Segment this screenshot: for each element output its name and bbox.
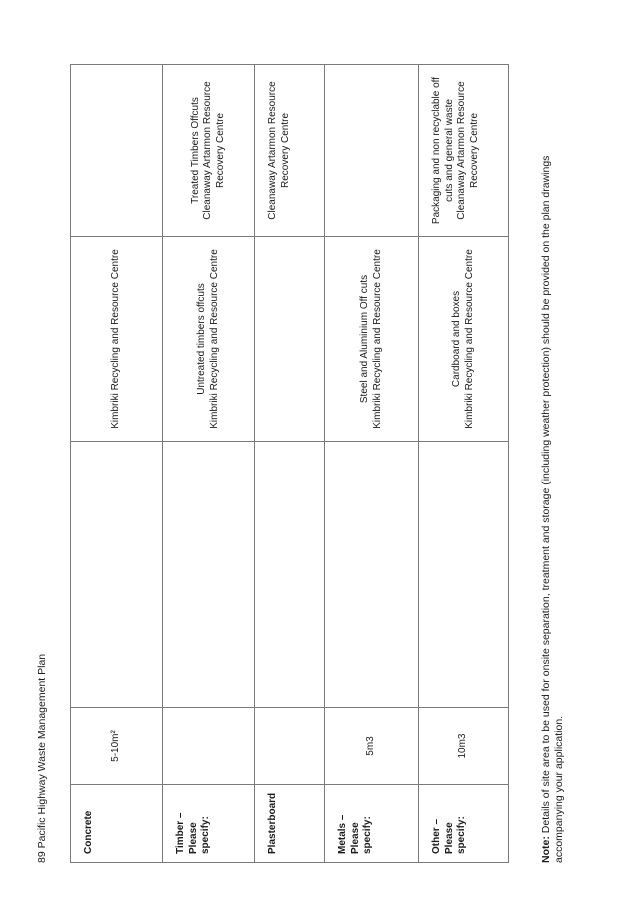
waste-category: Metals – Please specify: [325,785,419,863]
disposal-destination [325,65,419,237]
disposal-destination [419,65,509,237]
onsite-cell [163,442,255,708]
waste-volume: 5m3 [325,708,419,785]
page-header: 89 Pacific Highway Waste Management Plan [36,653,48,863]
disposal-destination [71,65,163,237]
disposal-line: Cleanaway Artarmon Resource Recovery Centre [456,81,480,220]
disposal-destination [255,65,325,237]
recycling-destination [71,237,163,442]
recycling-line: Kimbriki Recycling and Resource Centre [371,249,383,429]
table-row [419,65,509,863]
table-row [255,65,325,863]
note [540,103,566,863]
waste-volume [163,708,255,785]
disposal-line: Packaging and non recyclable off cuts and general waste [431,76,455,225]
table-row [71,65,163,863]
waste-volume [255,708,325,785]
waste-category: Plasterboard [255,785,325,863]
waste-category: Timber – Please specify: [163,785,255,863]
disposal-line: Cleanaway Artarmon Resource Recovery Centre [202,81,226,220]
recycling-destination [419,237,509,442]
waste-volume: 5-10m² [71,708,163,785]
waste-volume: 10m3 [419,708,509,785]
disposal-line: Treated Timbers Offcuts [189,97,201,204]
onsite-cell [71,442,163,708]
recycling-line: Untreated timbers offcuts [196,283,207,395]
recycling-destination [325,237,419,442]
onsite-cell [419,442,509,708]
recycling-line: Kimbriki Recycling and Resource Centre [463,249,475,429]
table-row [325,65,419,863]
note-label: Note: [540,836,552,863]
table-row [163,65,255,863]
recycling-destination [255,237,325,442]
onsite-cell [255,442,325,708]
recycling-destination [163,237,255,442]
recycling-line: Kimbriki Recycling and Resource Centre [110,249,122,429]
disposal-line: Cleanaway Artarmon Resource Recovery Centre [267,81,291,220]
onsite-cell [325,442,419,708]
waste-table [70,64,509,863]
disposal-destination [163,65,255,237]
note-text: Details of site area to be used for onsite separation, treatment and storage (including weather protection) should be provided on the plan drawings accompanying your application. [540,155,566,863]
recycling-line: Kimbriki Recycling and Resource Centre [208,249,220,429]
waste-category: Concrete [71,785,163,863]
waste-category: Other – Please specify: [419,785,509,863]
recycling-line: Steel and Aluminium Off cuts [359,274,370,404]
recycling-line: Cardboard and boxes [451,290,462,388]
